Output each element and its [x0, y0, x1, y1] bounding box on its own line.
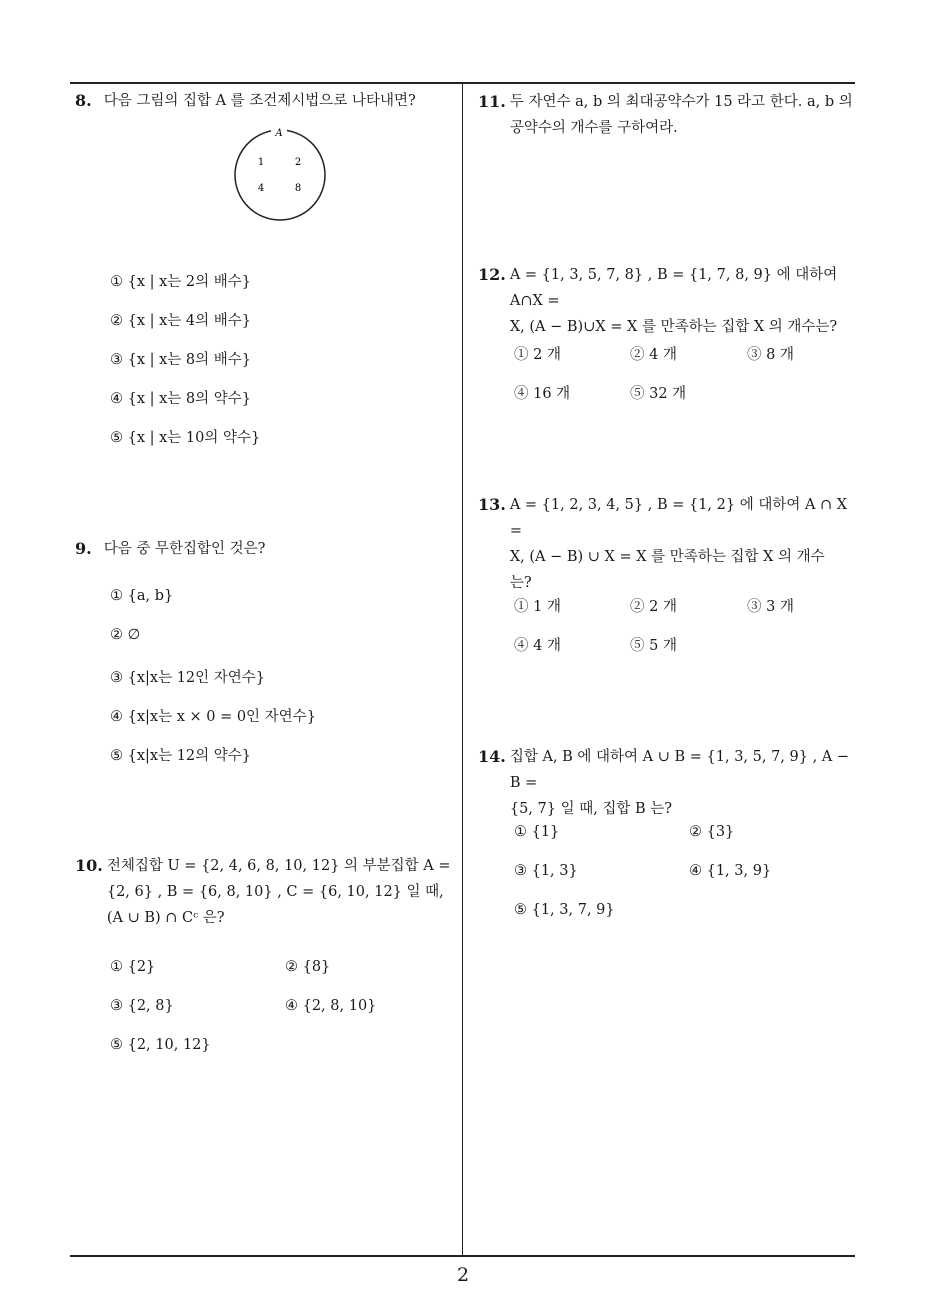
option-4[interactable]: ④ {2, 8, 10}	[285, 998, 377, 1014]
venn-element: 8	[294, 183, 302, 194]
option-1[interactable]: ① {x | x는 2의 배수}	[110, 274, 251, 290]
option-4[interactable]: ④ {x|x는 x × 0 = 0인 자연수}	[110, 709, 316, 725]
page-number: 2	[456, 1264, 470, 1286]
question-number: 11.	[478, 92, 506, 111]
option-5[interactable]: ⑤ {x | x는 10의 약수}	[110, 430, 261, 446]
question-number: 12.	[478, 265, 506, 284]
question-13	[478, 492, 862, 596]
question-text	[103, 853, 451, 931]
option-5[interactable]: ⑤ {2, 10, 12}	[110, 1037, 211, 1053]
option-5[interactable]: ⑤ {1, 3, 7, 9}	[514, 902, 615, 918]
question-text-line: (A ∪ B) ∩ Cᶜ 은?	[106, 910, 225, 926]
venn-set-label: A	[275, 128, 283, 139]
venn-element: 4	[257, 183, 265, 194]
question-text	[506, 744, 862, 822]
option-3[interactable]: ③ {2, 8}	[110, 998, 174, 1014]
question-text-line: A = {1, 2, 3, 4, 5} , B = {1, 2} 에 대하여 A ∩ X =	[509, 497, 848, 539]
question-text-line: A = {1, 3, 5, 7, 8} , B = {1, 7, 8, 9} 에 대하여 A∩X =	[509, 267, 838, 309]
question-number: 9.	[75, 539, 92, 558]
option-4[interactable]: ④ 4 개	[514, 638, 561, 654]
option-2[interactable]: ② 4 개	[630, 347, 677, 363]
question-text-line: X, (A − B) ∪ X = X 를 만족하는 집합 X 의 개수	[509, 549, 825, 565]
option-4[interactable]: ④ {1, 3, 9}	[689, 863, 772, 879]
option-3[interactable]: ③ {x | x는 8의 배수}	[110, 352, 251, 368]
question-12	[478, 262, 862, 340]
option-5[interactable]: ⑤ 32 개	[630, 386, 687, 402]
question-text	[506, 492, 862, 596]
option-5[interactable]: ⑤ {x|x는 12의 약수}	[110, 748, 251, 764]
question-text-line: 집합 A, B 에 대하여 A ∪ B = {1, 3, 5, 7, 9} , A − B =	[509, 749, 850, 791]
option-3[interactable]: ③ 3 개	[747, 599, 794, 615]
question-text	[506, 262, 862, 340]
question-14	[478, 744, 862, 822]
question-text: 다음 그림의 집합 A 를 조건제시법으로 나타내면?	[103, 93, 416, 109]
question-text-line: {5, 7} 일 때, 집합 B 는?	[509, 801, 673, 817]
option-3[interactable]: ③ {1, 3}	[514, 863, 578, 879]
option-2[interactable]: ② ∅	[110, 627, 141, 643]
question-text-line: 두 자연수 a, b 의 최대공약수가 15 라고 한다. a, b 의	[509, 94, 853, 110]
question-text-line: X, (A − B)∪X = X 를 만족하는 집합 X 의 개수는?	[509, 319, 838, 335]
bottom-rule	[70, 1255, 855, 1257]
question-number: 14.	[478, 747, 506, 766]
question-text: 다음 중 무한집합인 것은?	[103, 541, 266, 557]
option-4[interactable]: ④ {x | x는 8의 약수}	[110, 391, 251, 407]
option-2[interactable]: ② {x | x는 4의 배수}	[110, 313, 251, 329]
question-10	[75, 853, 457, 931]
option-3[interactable]: ③ 8 개	[747, 347, 794, 363]
question-text-line: {2, 6} , B = {6, 8, 10} , C = {6, 10, 12} 일 때,	[106, 884, 444, 900]
option-4[interactable]: ④ 16 개	[514, 386, 571, 402]
option-3[interactable]: ③ {x|x는 12인 자연수}	[110, 670, 266, 686]
question-11	[478, 89, 862, 141]
question-text-line: 는?	[509, 575, 532, 591]
question-number: 10.	[75, 856, 103, 875]
option-5[interactable]: ⑤ 5 개	[630, 638, 677, 654]
option-1[interactable]: ① {a, b}	[110, 588, 174, 604]
question-text-line: 공약수의 개수를 구하여라.	[509, 120, 678, 136]
option-2[interactable]: ② {8}	[285, 959, 331, 975]
option-2[interactable]: ② {3}	[689, 824, 735, 840]
question-number: 8.	[75, 91, 92, 110]
question-text	[506, 89, 853, 141]
venn-set-circle	[235, 130, 325, 220]
column-divider	[462, 82, 463, 1256]
venn-element: 1	[257, 157, 265, 168]
venn-element: 2	[294, 157, 302, 168]
option-1[interactable]: ① {1}	[514, 824, 560, 840]
venn-diagram	[234, 127, 330, 223]
option-1[interactable]: ① {2}	[110, 959, 156, 975]
option-1[interactable]: ① 1 개	[514, 599, 561, 615]
option-1[interactable]: ① 2 개	[514, 347, 561, 363]
option-2[interactable]: ② 2 개	[630, 599, 677, 615]
question-number: 13.	[478, 495, 506, 514]
question-9	[75, 536, 455, 562]
question-8	[75, 88, 455, 114]
question-text-line: 전체집합 U = {2, 4, 6, 8, 10, 12} 의 부분집합 A =	[106, 858, 451, 874]
